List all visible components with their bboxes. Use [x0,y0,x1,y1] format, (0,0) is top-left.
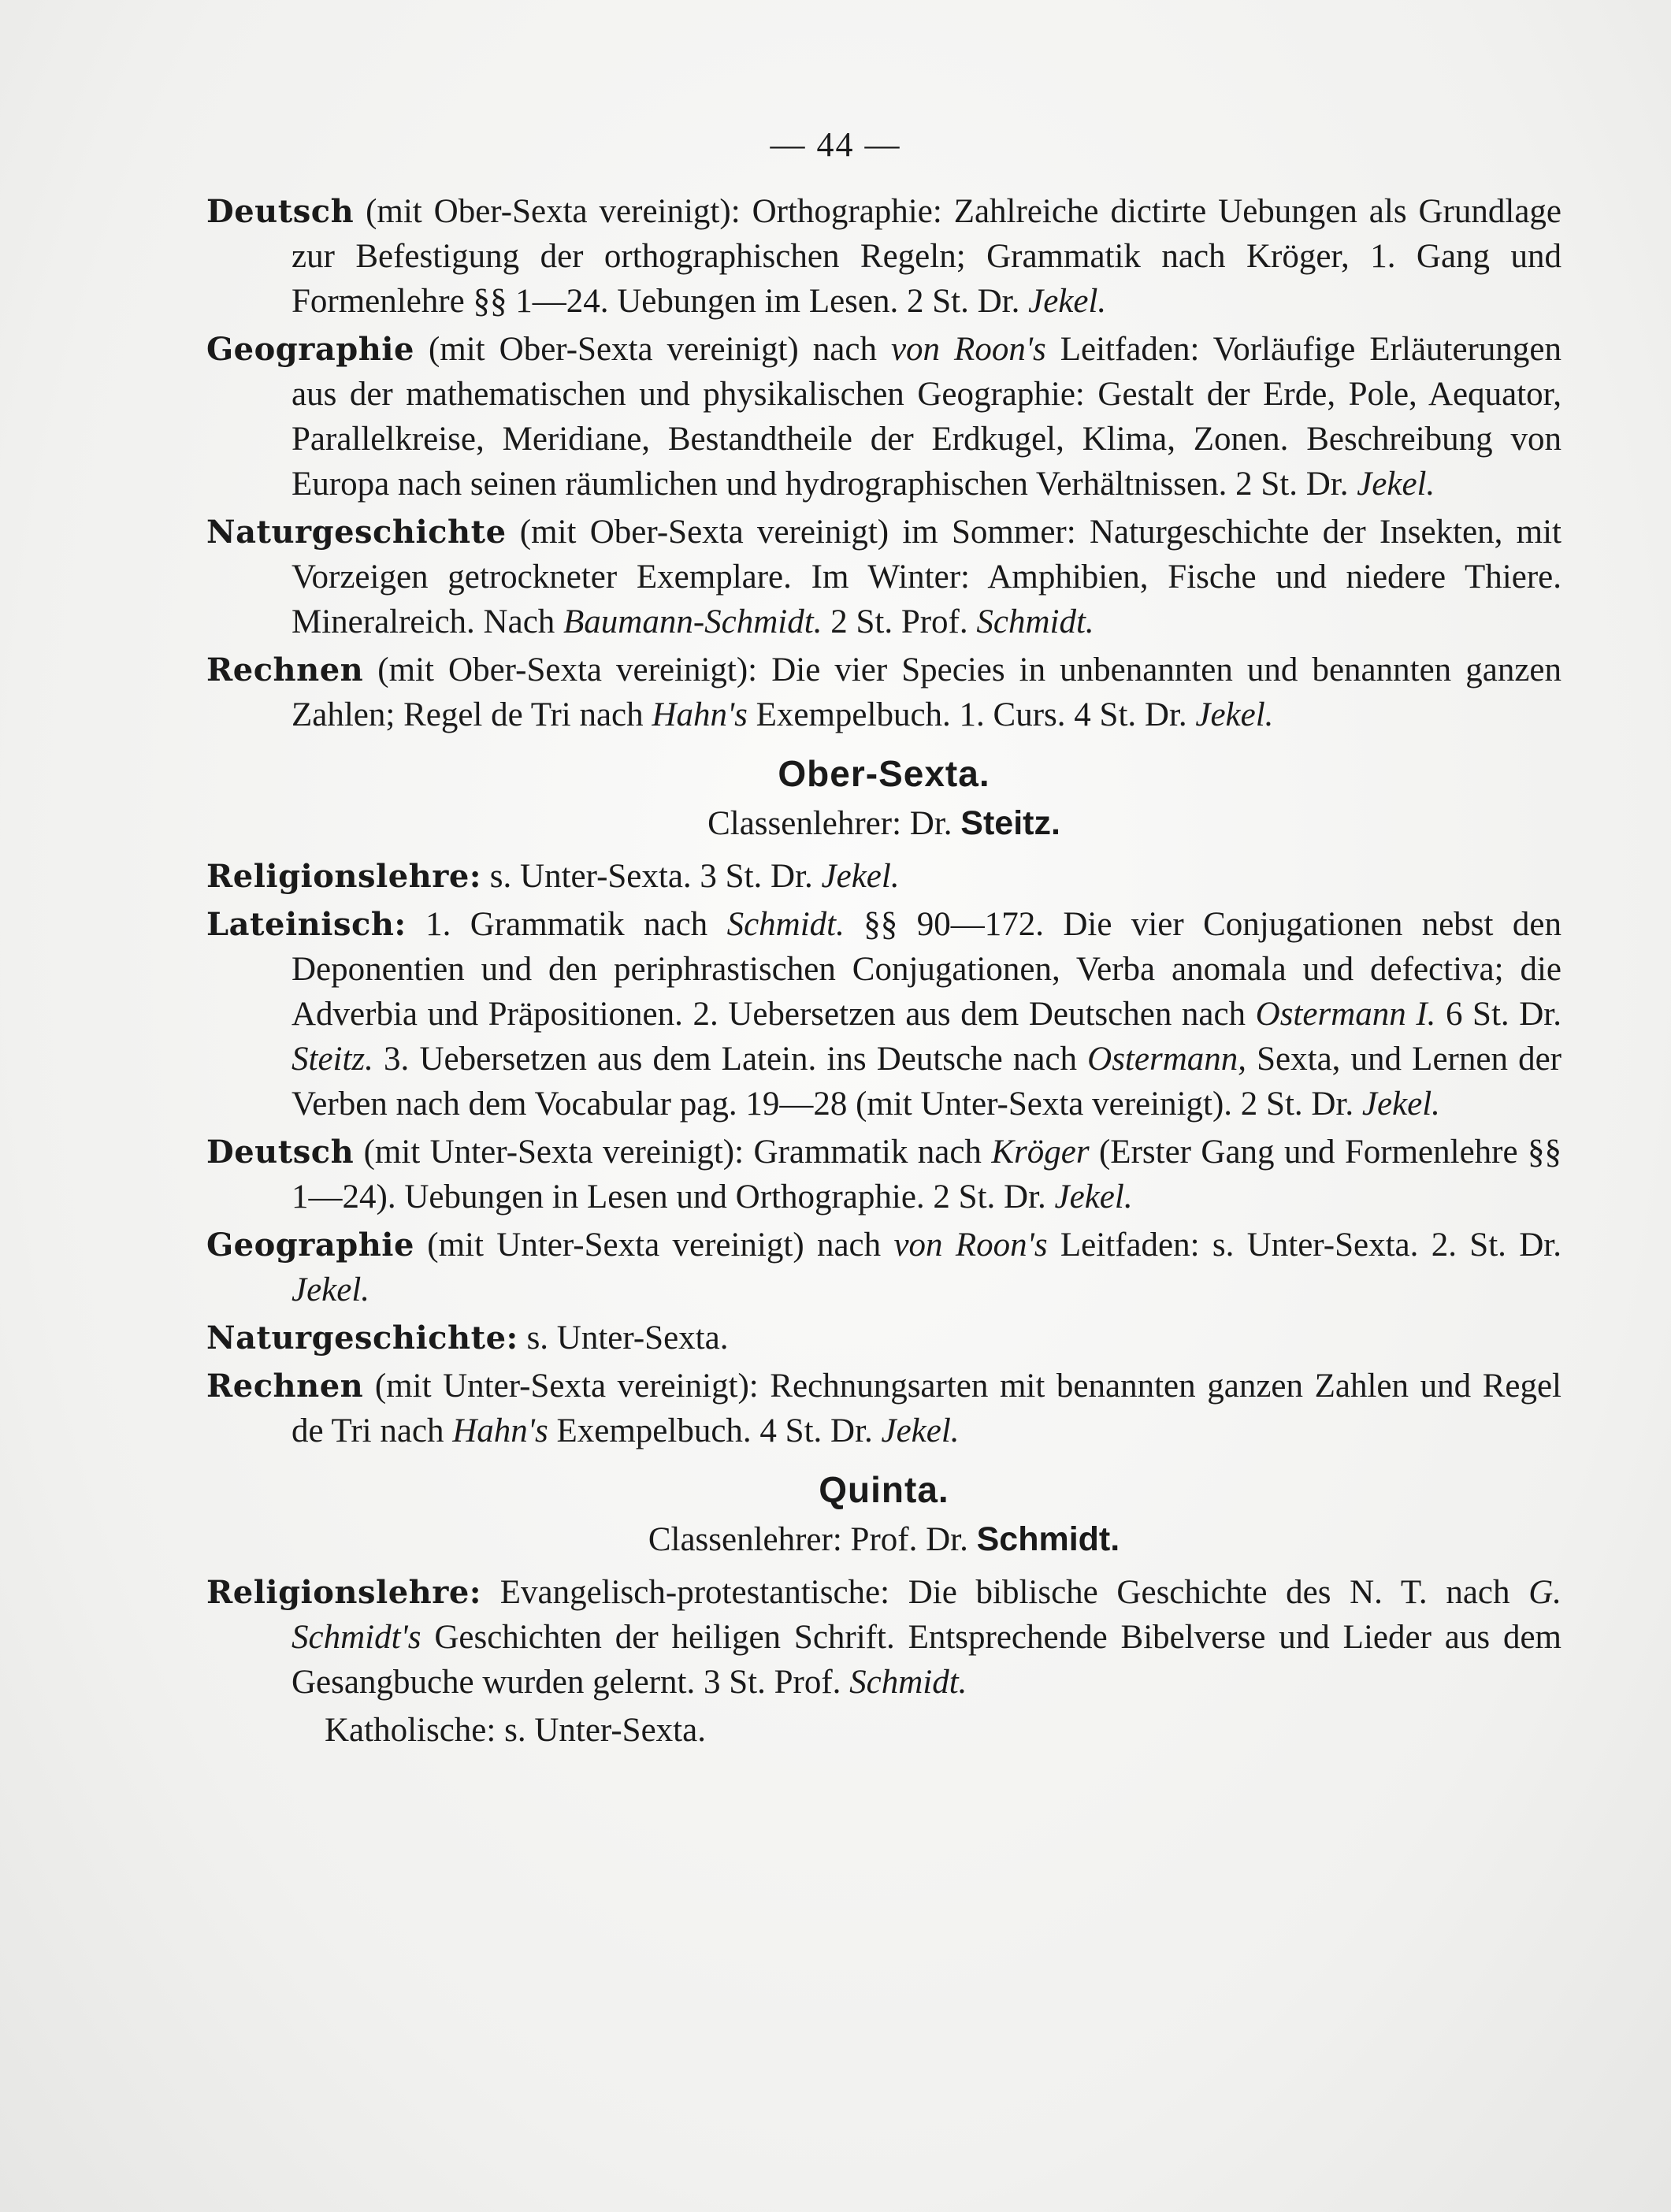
entry-text: Sexta, und Lernen der Verben nach dem Vocabular pag. 19—28 (mit Unter-Sexta vereinigt). 2 St. Dr. [291,1041,1561,1123]
entry-text: Exempelbuch. 4 St. Dr. [548,1412,882,1449]
entry-rechnen-ober-sexta [206,1364,1561,1453]
subject-heading: Lateinisch: [206,906,407,943]
entry-text: 3. Uebersetzen aus dem Latein. ins Deutsche nach [373,1041,1088,1078]
teacher-name: Jekel. [1054,1178,1133,1215]
entry-text: (Erster Gang und Formenlehre §§ 1—24). Uebungen in Lesen und Orthographie. 2 St. Dr. [291,1134,1561,1215]
entry-text: §§ 90—172. Die vier Conjugationen nebst den Deponentien und den periphrastischen Conjugationen, Verba anomala und defectiva; die Adverbia und Präpositionen. 2. Uebersetzen aus dem Deutschen nach [291,906,1561,1033]
book-title: Hahn's [452,1412,548,1449]
entry-text: Exempelbuch. 1. Curs. 4 St. Dr. [747,696,1196,733]
entry-naturgeschichte-ober-sexta [206,1316,1561,1360]
class-teacher-line [206,801,1561,846]
subject-heading: Deutsch [206,1134,355,1171]
class-teacher-label: Classenlehrer: Prof. Dr. [648,1521,977,1558]
teacher-name: Schmidt. [849,1664,967,1701]
teacher-name: Steitz. [291,1041,373,1078]
entry-deutsch-ober-sexta [206,1130,1561,1219]
entry-text: Geschichten der heiligen Schrift. Entsprechende Bibelverse und Lieder aus dem Gesangbuche wurden gelernt. 3 St. Prof. [291,1619,1561,1701]
entry-text: Leitfaden: s. Unter-Sexta. 2. St. Dr. [1047,1227,1561,1264]
entry-text: 2 St. Prof. [822,603,977,640]
teacher-name: Jekel. [1361,1086,1440,1123]
entry-rechnen-unter-sexta [206,648,1561,737]
entry-text: (mit Unter-Sexta vereinigt): Rechnungsarten mit benannten ganzen Zahlen und Regel de Tri nach [291,1368,1561,1449]
subject-heading: Naturgeschichte: [206,1319,518,1357]
entry-text: (mit Ober-Sexta vereinigt) nach [414,331,891,368]
entry-lateinisch-ober-sexta [206,902,1561,1126]
entry-geographie-ober-sexta [206,1223,1561,1312]
book-title: Baumann-Schmidt. [563,603,823,640]
book-title: G. Schmidt's [291,1574,1561,1656]
section-title-quinta: Quinta. [819,1469,949,1510]
entry-text: 6 St. Dr. [1435,996,1561,1033]
section-title-ober-sexta: Ober-Sexta. [778,753,990,794]
teacher-name: Schmidt. [976,603,1094,640]
entry-naturgeschichte-unter-sexta [206,510,1561,644]
subject-heading: Naturgeschichte [206,514,507,551]
book-title: von Roon's [890,331,1046,368]
entry-religionslehre-quinta [206,1570,1561,1705]
document-body [206,189,1561,1753]
entry-text: s. Unter-Sexta. [518,1319,729,1357]
subject-heading: Religionslehre: [206,858,482,895]
subject-heading: Rechnen [206,1368,364,1405]
entry-text: Leitfaden: Vorläufige Erläuterungen aus der mathematischen und physikalischen Geographie: Gestalt der Erde, Pole, Aequator, Parallelkreise, Meridiane, Bestandtheile der Erdkugel, Klima, Zonen. Beschreibung von Europa nach seinen räumlichen und hydrographischen Verhältnissen. 2 St. Dr. [291,331,1561,503]
entry-text: Evangelisch-protestantische: Die biblische Geschichte des N. T. nach [481,1574,1529,1611]
entry-deutsch-unter-sexta [206,189,1561,324]
teacher-name: Jekel. [1028,283,1107,320]
entry-text: (mit Unter-Sexta vereinigt): Grammatik nach [354,1134,992,1171]
teacher-name: Jekel. [1357,466,1435,503]
entry-text: (mit Ober-Sexta vereinigt) im Sommer: Naturgeschichte der Insekten, mit Vorzeigen getrockneter Exemplare. Im Winter: Amphibien, Fische und niedere Thiere. Mineralreich. Nach [291,514,1561,640]
book-title: Kröger [991,1134,1090,1171]
class-teacher-name: Steitz. [960,804,1060,842]
class-teacher-label: Classenlehrer: Dr. [707,805,961,842]
class-teacher-line [206,1517,1561,1562]
entry-geographie-unter-sexta [206,327,1561,507]
subject-heading: Religionslehre: [206,1574,482,1611]
subject-heading: Rechnen [206,651,364,688]
entry-katholische-quinta: Katholische: s. Unter-Sexta. [325,1712,706,1749]
book-title: Schmidt. [726,906,845,943]
page-number: — 44 — [770,125,901,164]
subject-heading: Deutsch [206,193,355,230]
entry-text: (mit Unter-Sexta vereinigt) nach [414,1227,894,1264]
teacher-name: Jekel. [1195,696,1274,733]
entry-text: 1. Grammatik nach [406,906,727,943]
entry-text: (mit Ober-Sexta vereinigt): Orthographie: Zahlreiche dictirte Uebungen als Grundlage zur Befestigung der orthographischen Regeln; Grammatik nach Kröger, 1. Gang und Formenlehre §§ 1—24. Uebungen im Lesen. 2 St. Dr. [291,193,1561,320]
teacher-name: Jekel. [291,1271,370,1308]
entry-text: (mit Ober-Sexta vereinigt): Die vier Species in unbenannten und benannten ganzen Zahlen; Regel de Tri nach [291,651,1561,733]
subject-heading: Geographie [206,1227,414,1264]
book-title: von Roon's [893,1227,1048,1264]
teacher-name: Jekel. [821,858,900,895]
book-title: Ostermann I. [1255,996,1436,1033]
teacher-name: Jekel. [881,1412,960,1449]
book-title: Ostermann, [1087,1041,1246,1078]
book-title: Hahn's [652,696,748,733]
subject-heading: Geographie [206,331,414,368]
class-teacher-name: Schmidt. [976,1520,1120,1558]
entry-religionslehre-ober-sexta [206,854,1561,899]
entry-text: s. Unter-Sexta. 3 St. Dr. [481,858,822,895]
